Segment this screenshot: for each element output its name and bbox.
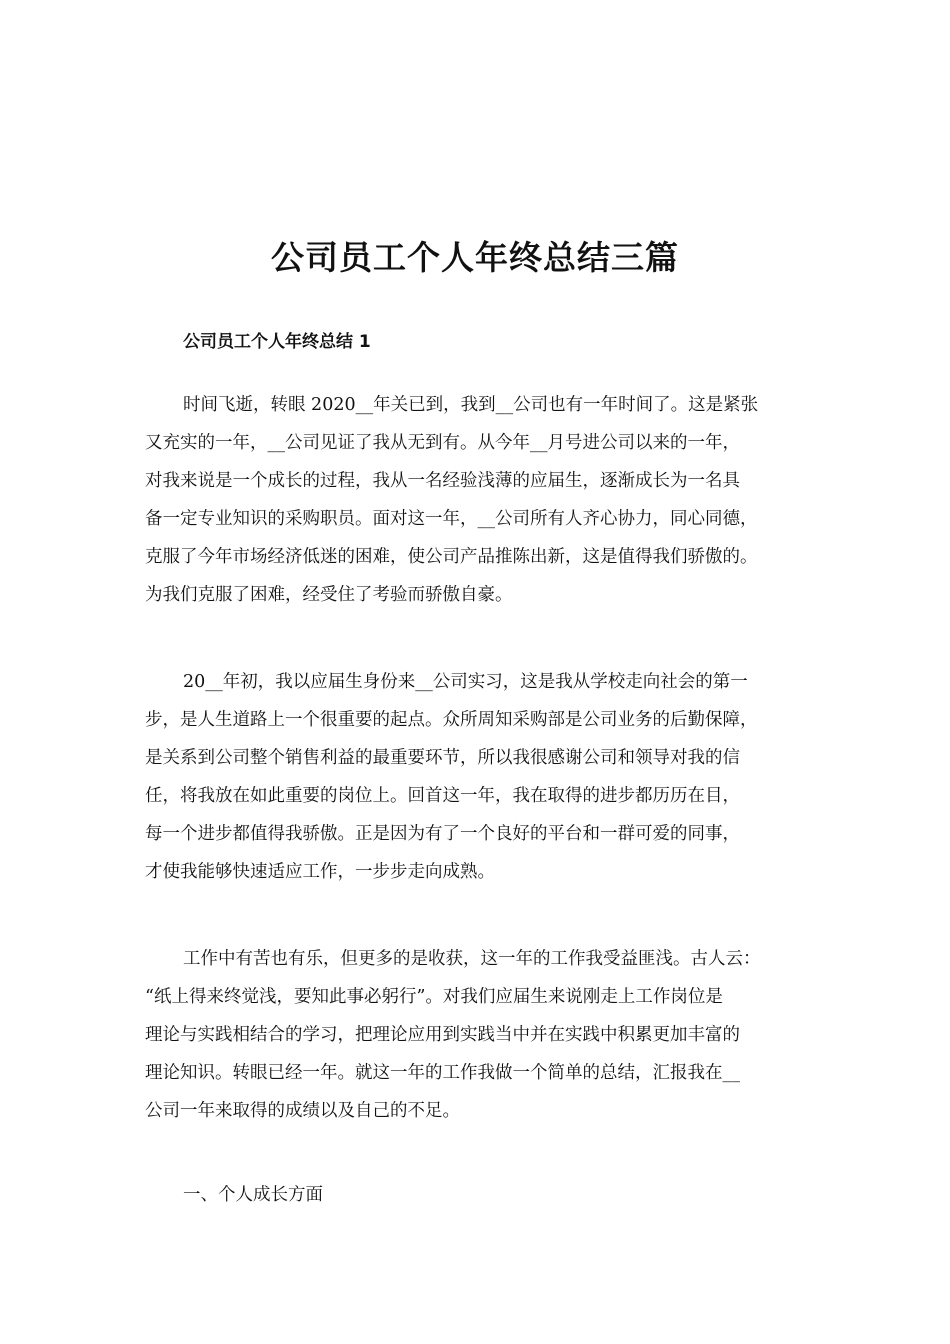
- page-title: 公司员工个人年终总结三篇: [271, 238, 679, 277]
- paragraph-line: 20__年初，我以应届生身份来__公司实习，这是我从学校走向社会的第一: [183, 672, 748, 692]
- paragraph-line: 任，将我放在如此重要的岗位上。回首这一年，我在取得的进步都历历在目，: [145, 786, 740, 806]
- paragraph-1: [145, 386, 825, 614]
- paragraph-line: 备一定专业知识的采购职员。面对这一年，__公司所有人齐心协力，同心同德，: [145, 509, 758, 529]
- paragraph-line: “纸上得来终觉浅，要知此事必躬行”。对我们应届生来说刚走上工作岗位是: [145, 987, 723, 1007]
- paragraph-2: [145, 663, 825, 891]
- paragraph-line: 又充实的一年，__公司见证了我从无到有。从今年__月号进公司以来的一年，: [145, 433, 740, 453]
- paragraph-line: 理论知识。转眼已经一年。就这一年的工作我做一个简单的总结，汇报我在__: [145, 1063, 740, 1083]
- paragraph-line: 是关系到公司整个销售利益的最重要环节，所以我很感谢公司和领导对我的信: [145, 748, 740, 768]
- paragraph-line: 公司一年来取得的成绩以及自己的不足。: [145, 1101, 460, 1121]
- paragraph-line: 克服了今年市场经济低迷的困难，使公司产品推陈出新，这是值得我们骄傲的。: [145, 547, 758, 567]
- paragraph-line: 时间飞逝，转眼 2020__年关已到，我到__公司也有一年时间了。这是紧张: [183, 395, 759, 415]
- paragraph-3: [145, 940, 825, 1130]
- paragraph-line: 对我来说是一个成长的过程，我从一名经验浅薄的应届生，逐渐成长为一名具: [145, 471, 740, 491]
- paragraph-line: 步，是人生道路上一个很重要的起点。众所周知采购部是公司业务的后勤保障，: [145, 710, 758, 730]
- paragraph-line: 工作中有苦也有乐，但更多的是收获，这一年的工作我受益匪浅。古人云：: [183, 949, 761, 969]
- paragraph-line: 才使我能够快速适应工作，一步步走向成熟。: [145, 862, 495, 882]
- paragraph-line: 每一个进步都值得我骄傲。正是因为有了一个良好的平台和一群可爱的同事，: [145, 824, 740, 844]
- section-heading: 公司员工个人年终总结 1: [183, 332, 371, 352]
- paragraph-line: 理论与实践相结合的学习，把理论应用到实践当中并在实践中积累更加丰富的: [145, 1025, 740, 1045]
- subsection-heading: 一、个人成长方面: [183, 1185, 323, 1205]
- paragraph-line: 为我们克服了困难，经受住了考验而骄傲自豪。: [145, 585, 513, 605]
